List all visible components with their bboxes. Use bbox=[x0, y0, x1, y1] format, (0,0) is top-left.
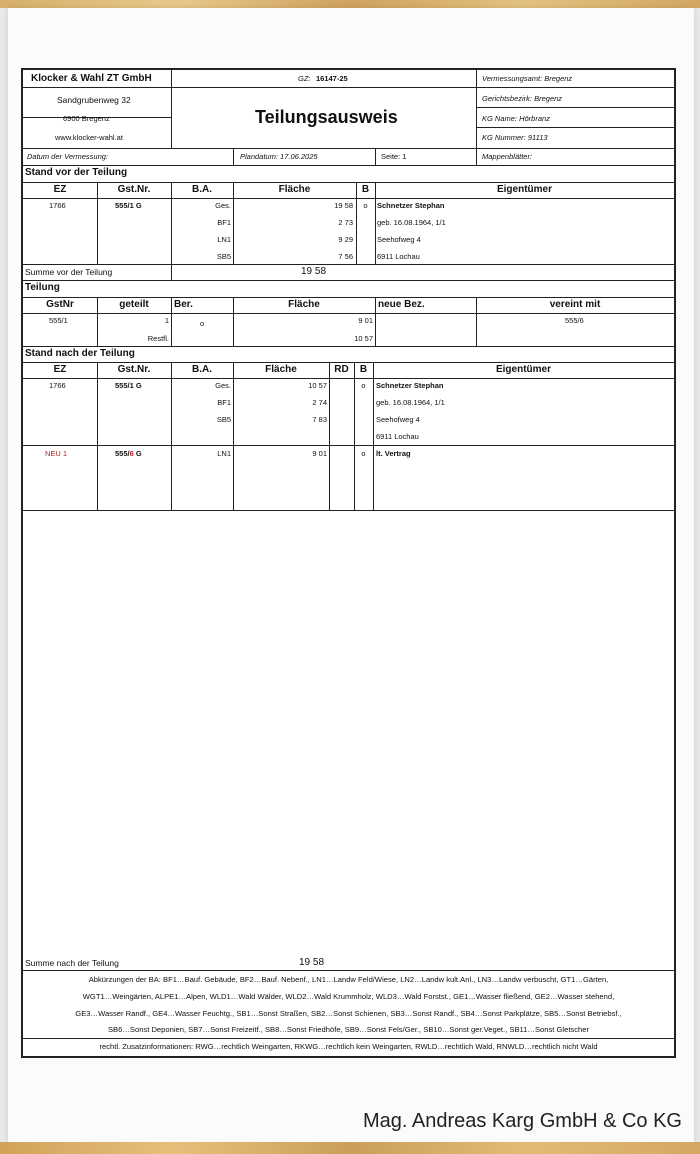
before-row-owner: Seehofweg 4 bbox=[377, 235, 421, 244]
before-header-gst: Gst.Nr. bbox=[117, 184, 151, 195]
after-row-flaeche: 10 57 bbox=[308, 381, 327, 390]
gerichtsbezirk: Gerichtsbezirk: Bregenz bbox=[482, 94, 563, 103]
teilung-header-vereint: vereint mit bbox=[549, 299, 601, 310]
teilung-gstnr: 555/1 bbox=[49, 316, 68, 325]
vermessungsamt: Vermessungsamt: Bregenz bbox=[482, 74, 573, 83]
before-row-ba: BF1 bbox=[217, 218, 231, 227]
before-row-flaeche: 2 73 bbox=[338, 218, 353, 227]
before-header-b: B bbox=[361, 184, 370, 195]
firm-web: www.klocker-wahl.at bbox=[55, 133, 123, 142]
document-title: Teilungsausweis bbox=[255, 107, 398, 127]
kg-name: KG Name: Hörbranz bbox=[482, 114, 550, 123]
after-row-b: o bbox=[361, 381, 366, 390]
table-surface-bottom bbox=[0, 1142, 700, 1154]
before-row-ba: LN1 bbox=[217, 235, 231, 244]
after-row-ba: LN1 bbox=[217, 449, 231, 458]
before-row-ba: SB5 bbox=[216, 252, 231, 261]
before-header-flaeche: Fläche bbox=[278, 184, 311, 195]
after-row-ba: Ges. bbox=[215, 381, 231, 390]
before-row-owner: geb. 16.08.1964, 1/1 bbox=[377, 218, 446, 227]
after-header-b: B bbox=[359, 364, 368, 375]
after-row-ba: SB5 bbox=[216, 415, 231, 424]
after-ez-2: NEU 1 bbox=[45, 449, 68, 458]
plandatum: Plandatum: 17.06.2025 bbox=[240, 152, 318, 161]
after-header-ez: EZ bbox=[53, 364, 67, 375]
before-gst: 555/1 G bbox=[115, 201, 142, 210]
teilung-row-flaeche: 10 57 bbox=[354, 334, 373, 343]
after-ez-1: 1766 bbox=[49, 381, 66, 390]
after-row-owner: lt. Vertrag bbox=[376, 449, 411, 458]
section-teilung-title: Teilung bbox=[25, 282, 60, 293]
after-header-ba: B.A. bbox=[192, 364, 212, 375]
abbreviations-line-2: WGT1…Weingärten, ALPE1…Alpen, WLD1…Wald Wälder, WLD2…Wald Krummholz, WLD3…Wald Forstst., GE1…Wasser fließend, GE2…Wasser stehend, bbox=[82, 992, 615, 1001]
table-surface-top bbox=[0, 0, 700, 8]
legal-info-line: rechtl. Zusatzinformationen: RWG…rechtlich Weingarten, RKWG…rechtlich kein Weingarten, RWLD…rechtlich Wald, RNWLD…rechtlich nicht Wald bbox=[99, 1042, 598, 1051]
before-header-ez: EZ bbox=[53, 184, 67, 195]
gz-value: 16147-25 bbox=[316, 74, 348, 83]
after-header-gst: Gst.Nr. bbox=[117, 364, 151, 375]
teilung-header-ber: Ber. bbox=[174, 299, 193, 310]
before-row-owner: Schnetzer Stephan bbox=[377, 201, 445, 210]
before-row-b: o bbox=[363, 201, 368, 210]
teilung-header-neue-bez: neue Bez. bbox=[378, 299, 425, 310]
before-header-owner: Eigentümer bbox=[496, 184, 552, 195]
before-row-flaeche: 9 29 bbox=[338, 235, 353, 244]
teilung-header-gstnr: GstNr bbox=[46, 299, 74, 310]
teilung-row-flaeche: 9 01 bbox=[358, 316, 373, 325]
summe-after-value: 19 58 bbox=[299, 957, 325, 968]
section-before-title: Stand vor der Teilung bbox=[25, 167, 128, 178]
gz-label: GZ: bbox=[298, 74, 311, 83]
after-header-flaeche: Fläche bbox=[265, 364, 297, 375]
abbreviations-line-4: SB6…Sonst Deponien, SB7…Sonst Freizeitf., SB8…Sonst Friedhöfe, SB9…Sonst Fels/Ger., SB10…Sonst ger.Veget., SB11…Sonst Gletscher bbox=[107, 1025, 590, 1034]
teilung-row-ber: o bbox=[200, 319, 205, 328]
summe-after-label: Summe nach der Teilung bbox=[25, 958, 119, 968]
after-row-flaeche: 2 74 bbox=[312, 398, 327, 407]
after-row-owner: Seehofweg 4 bbox=[376, 415, 420, 424]
after-gst-2: 555/6 G bbox=[115, 449, 142, 458]
after-row-flaeche: 7 83 bbox=[312, 415, 327, 424]
teilung-header-flaeche: Fläche bbox=[288, 299, 320, 310]
after-row-b: o bbox=[361, 449, 366, 458]
firm-name: Klocker & Wahl ZT GmbH bbox=[31, 73, 152, 84]
after-gst-1: 555/1 G bbox=[115, 381, 142, 390]
before-row-flaeche: 7 56 bbox=[338, 252, 353, 261]
after-row-owner: Schnetzer Stephan bbox=[376, 381, 444, 390]
teilung-row-geteilt: Restfl. bbox=[147, 334, 169, 343]
after-row-owner: 6911 Lochau bbox=[376, 432, 419, 441]
teilung-header-geteilt: geteilt bbox=[119, 299, 149, 310]
before-header-ba: B.A. bbox=[192, 184, 212, 195]
datum-vermessung: Datum der Vermessung: bbox=[27, 152, 109, 161]
before-row-owner: 6911 Lochau bbox=[377, 252, 420, 261]
firm-street: Sandgrubenweg 32 bbox=[57, 95, 131, 105]
summe-before-value: 19 58 bbox=[301, 266, 327, 277]
after-row-ba: BF1 bbox=[217, 398, 231, 407]
teilung-row-vereint: 555/6 bbox=[565, 316, 584, 325]
abbreviations-line-3: GE3…Wasser Randf., GE4…Wasser Feuchtg., SB1…Sonst Straßen, SB2…Sonst Schienen, SB3…Sonst Randf., SB4…Sonst Parkplätze, SB5…Sonst Betriebsf., bbox=[75, 1009, 622, 1018]
watermark: Mag. Andreas Karg GmbH & Co KG bbox=[362, 1110, 682, 1132]
before-ez: 1766 bbox=[49, 201, 66, 210]
after-header-rd: RD bbox=[334, 364, 349, 375]
teilungsausweis-form bbox=[21, 68, 676, 1058]
before-row-ba: Ges. bbox=[215, 201, 231, 210]
after-row-flaeche: 9 01 bbox=[312, 449, 327, 458]
teilung-row-geteilt: 1 bbox=[164, 316, 169, 325]
seite: Seite: 1 bbox=[381, 152, 407, 161]
after-row-owner: geb. 16.08.1964, 1/1 bbox=[376, 398, 445, 407]
firm-city: 6900 Bregenz bbox=[63, 114, 110, 123]
section-after-title: Stand nach der Teilung bbox=[25, 348, 135, 359]
abbreviations-line-1: Abkürzungen der BA: BF1…Bauf. Gebäude, BF2…Bauf. Nebenf., LN1…Landw Feld/Wiese, LN2…Landw kult.Anl., LN3…Landw verbuscht, GT1…Gärten, bbox=[88, 975, 609, 984]
mappenblaetter: Mappenblätter: bbox=[482, 152, 533, 161]
kg-nummer: KG Nummer: 91113 bbox=[482, 133, 548, 142]
summe-before-label: Summe vor der Teilung bbox=[25, 267, 113, 277]
after-header-owner: Eigentümer bbox=[495, 364, 551, 375]
before-row-flaeche: 19 58 bbox=[334, 201, 353, 210]
